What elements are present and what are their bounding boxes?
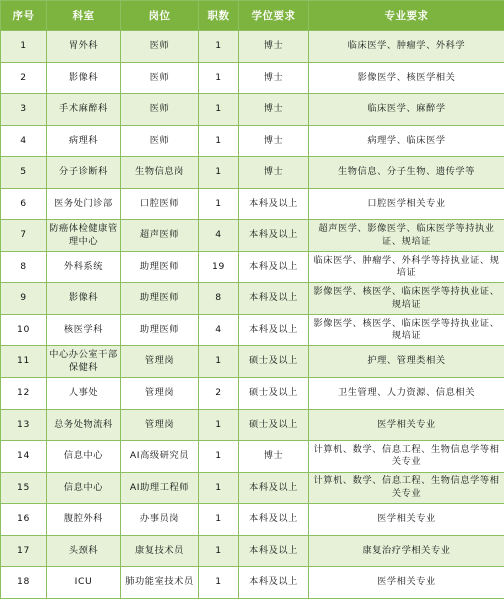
cell-count-text: 1 [215,418,222,430]
cell-no [1,251,47,283]
cell-count-text: 4 [215,229,222,241]
table-row [1,31,504,63]
cell-dept [47,314,121,346]
cell-major-text: 计算机、数学、信息工程、生物信息学等相关专业 [313,443,500,468]
cell-degree-text: 本科及以上 [249,292,298,304]
table-row [1,441,504,473]
cell-count [199,188,239,220]
cell-position [121,220,199,252]
cell-major-text: 医学相关专业 [377,513,436,525]
cell-degree [239,567,309,599]
table-row [1,535,504,567]
cell-dept [47,378,121,410]
cell-degree [239,125,309,157]
cell-position-text: 肺功能室技术员 [125,576,194,588]
cell-count-text: 1 [215,481,222,493]
cell-dept [47,567,121,599]
cell-no [1,125,47,157]
cell-no-text: 16 [17,513,30,525]
cell-major-text: 康复治疗学相关专业 [362,544,451,556]
cell-count [199,94,239,126]
cell-degree-text: 本科及以上 [249,260,298,272]
cell-degree-text: 博士 [263,103,284,115]
cell-major-text: 影像医学、核医学、临床医学等持执业证、规培证 [313,286,500,310]
cell-dept [47,504,121,536]
cell-degree [239,378,309,410]
cell-position [121,31,199,63]
cell-count-text: 1 [215,103,222,115]
cell-position [121,94,199,126]
cell-degree-text: 本科及以上 [249,197,298,209]
cell-major-text: 卫生管理、人力资源、信息相关 [337,387,476,399]
table-row [1,125,504,157]
cell-major-text: 影像医学、核医学相关 [357,71,456,83]
cell-degree-text: 本科及以上 [249,481,298,493]
cell-no-text: 12 [17,387,30,399]
cell-count-text: 1 [215,355,222,367]
cell-no [1,472,47,504]
cell-no-text: 4 [20,134,27,146]
cell-position-text: AI高级研究员 [129,450,190,462]
cell-no-text: 13 [17,418,30,430]
cell-degree-text: 博士 [263,450,284,462]
cell-major-text: 口腔医学相关专业 [367,197,446,209]
cell-degree [239,441,309,473]
cell-dept [47,535,121,567]
cell-degree-text: 博士 [263,40,284,52]
cell-count-text: 1 [215,40,222,52]
cell-major [309,504,504,536]
cell-major-text: 临床医学、麻醉学 [367,103,446,115]
table-body [1,31,504,599]
cell-major-text: 护理、管理类相关 [367,355,446,367]
cell-dept-text: 手术麻醉科 [59,103,108,115]
cell-major [309,378,504,410]
cell-position [121,346,199,378]
cell-count-text: 4 [215,323,222,335]
cell-degree [239,31,309,63]
cell-degree-text: 本科及以上 [249,544,298,556]
cell-dept-text: 胃外科 [68,40,99,52]
cell-major-text: 临床医学、肿瘤学、外科学等持执业证、规培证 [313,254,500,279]
table-header [1,1,504,31]
cell-no-text: 17 [17,544,30,556]
table-row [1,472,504,504]
cell-no [1,504,47,536]
cell-position-text: 口腔医师 [139,197,180,209]
cell-dept-text: 分子诊断科 [59,166,108,178]
cell-no [1,94,47,126]
header-count: 职数 [199,1,239,31]
cell-count-text: 8 [215,292,222,304]
cell-dept [47,409,121,441]
cell-dept [47,472,121,504]
cell-no-text: 11 [17,355,30,367]
cell-degree-text: 博士 [263,71,284,83]
cell-dept-text: ICU [74,576,93,588]
header-dept: 科室 [47,1,121,31]
cell-major [309,283,504,315]
cell-degree [239,283,309,315]
cell-major [309,188,504,220]
cell-degree-text: 本科及以上 [249,323,298,335]
cell-no [1,220,47,252]
cell-degree [239,62,309,94]
cell-dept-text: 人事处 [68,387,99,399]
cell-dept-text: 病理科 [68,134,99,146]
cell-count-text: 1 [215,71,222,83]
header-major: 专业要求 [309,1,504,31]
cell-degree [239,472,309,504]
cell-major [309,567,504,599]
cell-no-text: 15 [17,481,30,493]
cell-count-text: 1 [215,513,222,525]
cell-dept [47,94,121,126]
cell-major [309,31,504,63]
cell-no [1,283,47,315]
cell-dept-text: 影像科 [68,292,99,304]
cell-count [199,251,239,283]
cell-position [121,125,199,157]
cell-no-text: 5 [20,166,27,178]
header-no: 序号 [1,1,47,31]
cell-major [309,314,504,346]
cell-major [309,251,504,283]
cell-dept [47,125,121,157]
cell-degree-text: 博士 [263,166,284,178]
cell-degree [239,188,309,220]
cell-position [121,535,199,567]
cell-count-text: 1 [215,134,222,146]
cell-count-text: 1 [215,166,222,178]
cell-major [309,441,504,473]
table-row [1,346,504,378]
table-row [1,378,504,410]
table-row [1,157,504,189]
table-row [1,567,504,599]
cell-degree-text: 硕士及以上 [249,418,298,430]
cell-dept [47,220,121,252]
cell-dept [47,441,121,473]
cell-position [121,409,199,441]
cell-count-text: 19 [212,260,225,272]
cell-position [121,314,199,346]
cell-major [309,472,504,504]
cell-dept-text: 头颈科 [68,544,99,556]
table-row [1,94,504,126]
cell-degree [239,251,309,283]
cell-position [121,188,199,220]
cell-no-text: 1 [20,40,27,52]
cell-count-text: 1 [215,544,222,556]
cell-position-text: 助理医师 [139,292,180,304]
cell-major-text: 影像医学、核医学、临床医学等持执业证、规培证 [313,317,500,342]
cell-count [199,535,239,567]
cell-dept [47,62,121,94]
cell-count [199,220,239,252]
cell-position [121,283,199,315]
cell-no-text: 2 [20,71,27,83]
cell-position-text: 生物信息岗 [135,166,184,178]
cell-degree-text: 硕士及以上 [249,387,298,399]
table-row [1,251,504,283]
cell-position [121,472,199,504]
cell-degree-text: 博士 [263,134,284,146]
cell-dept-text: 腹腔外科 [63,513,104,525]
cell-count [199,567,239,599]
cell-position-text: 办事员岗 [139,513,180,525]
cell-no [1,62,47,94]
header-degree: 学位要求 [239,1,309,31]
cell-dept [47,283,121,315]
cell-position-text: AI助理工程师 [129,481,190,493]
cell-position [121,62,199,94]
cell-position [121,251,199,283]
cell-major-text: 计算机、数学、信息工程、生物信息学等相关专业 [313,475,500,499]
cell-dept [47,188,121,220]
cell-dept-text: 防癌体检健康管理中心 [49,223,118,247]
cell-dept-text: 外科系统 [63,260,104,272]
cell-degree [239,409,309,441]
cell-no-text: 18 [17,576,30,588]
cell-degree-text: 本科及以上 [249,576,298,588]
table-row [1,220,504,252]
cell-position [121,441,199,473]
cell-major [309,94,504,126]
cell-major [309,535,504,567]
cell-position-text: 医师 [149,134,170,146]
cell-degree [239,220,309,252]
cell-no [1,567,47,599]
cell-position-text: 医师 [149,40,170,52]
cell-count-text: 2 [215,387,222,399]
cell-no-text: 8 [20,260,27,272]
cell-major-text: 生物信息、分子生物、遗传学等 [337,166,476,178]
cell-degree [239,346,309,378]
cell-no-text: 14 [17,450,30,462]
cell-position [121,567,199,599]
cell-dept [47,251,121,283]
cell-count [199,441,239,473]
table-row [1,409,504,441]
cell-no-text: 10 [17,323,30,335]
cell-position-text: 管理岗 [144,387,175,399]
cell-position-text: 医师 [149,103,170,115]
cell-no [1,314,47,346]
cell-major-text: 临床医学、肿瘤学、外科学 [347,40,466,52]
cell-degree [239,314,309,346]
cell-count [199,31,239,63]
cell-degree-text: 本科及以上 [249,229,298,241]
cell-no [1,409,47,441]
cell-major-text: 超声医学、影像医学、临床医学等持执业证、规培证 [318,223,495,247]
cell-dept [47,157,121,189]
cell-count [199,346,239,378]
header-row [1,1,504,31]
cell-no-text: 3 [20,103,27,115]
cell-major [309,409,504,441]
cell-degree-text: 硕士及以上 [249,355,298,367]
cell-major [309,346,504,378]
table-row [1,188,504,220]
cell-major-text: 医学相关专业 [377,576,436,588]
cell-dept-text: 信息中心 [63,450,104,462]
cell-position [121,504,199,536]
cell-major [309,62,504,94]
cell-dept-text: 核医学科 [63,323,104,335]
cell-dept-text: 信息中心 [63,481,104,493]
cell-position [121,378,199,410]
cell-position-text: 康复技术员 [135,544,184,556]
cell-dept-text: 医务处门诊部 [54,197,113,209]
cell-count [199,62,239,94]
table-row [1,504,504,536]
cell-no [1,31,47,63]
cell-degree [239,157,309,189]
cell-no [1,441,47,473]
cell-no [1,188,47,220]
cell-count [199,157,239,189]
table-row [1,314,504,346]
table-row [1,283,504,315]
cell-degree [239,504,309,536]
table-row [1,62,504,94]
cell-position-text: 医师 [149,71,170,83]
cell-major-text: 病理学、临床医学 [367,134,446,146]
cell-position-text: 助理医师 [139,323,180,335]
cell-position-text: 超声医师 [139,229,180,241]
cell-degree [239,94,309,126]
cell-count-text: 1 [215,450,222,462]
cell-no [1,535,47,567]
cell-dept-text: 总务处物流科 [54,418,113,430]
cell-position-text: 助理医师 [139,260,180,272]
cell-no [1,157,47,189]
cell-dept-text: 影像科 [68,71,99,83]
cell-no-text: 7 [20,229,27,241]
cell-count-text: 1 [215,576,222,588]
cell-position-text: 管理岗 [144,418,175,430]
cell-major [309,157,504,189]
cell-dept [47,346,121,378]
cell-major [309,220,504,252]
cell-degree-text: 本科及以上 [249,513,298,525]
cell-no [1,346,47,378]
cell-count [199,472,239,504]
cell-count [199,314,239,346]
cell-dept [47,31,121,63]
cell-count-text: 1 [215,197,222,209]
cell-count [199,504,239,536]
cell-no-text: 9 [20,292,27,304]
cell-count [199,378,239,410]
cell-count [199,125,239,157]
cell-position-text: 管理岗 [144,355,175,367]
cell-count [199,283,239,315]
header-position: 岗位 [121,1,199,31]
cell-no [1,378,47,410]
cell-no-text: 6 [20,197,27,209]
cell-count [199,409,239,441]
cell-position [121,157,199,189]
cell-dept-text: 中心办公室干部保健科 [49,349,118,373]
cell-degree [239,535,309,567]
cell-major [309,125,504,157]
cell-major-text: 医学相关专业 [377,418,436,430]
